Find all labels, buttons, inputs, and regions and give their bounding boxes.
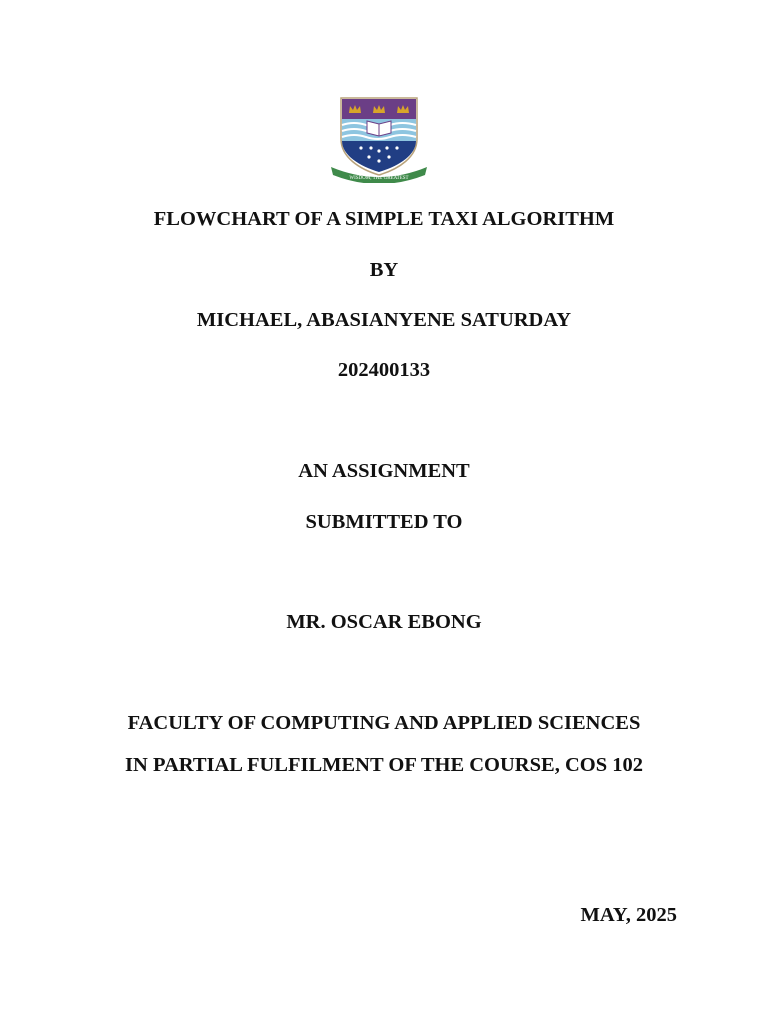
assignment-label: AN ASSIGNMENT — [298, 460, 470, 482]
crest-motto: WISDOM, THE GREATEST — [349, 176, 409, 181]
university-crest-logo — [329, 95, 429, 183]
faculty-name: FACULTY OF COMPUTING AND APPLIED SCIENCES — [127, 712, 641, 734]
submitted-to-label: SUBMITTED TO — [305, 511, 463, 533]
fulfilment-statement: IN PARTIAL FULFILMENT OF THE COURSE, COS 102 — [125, 754, 643, 776]
student-id: 202400133 — [337, 359, 431, 381]
author-name: MICHAEL, ABASIANYENE SATURDAY — [196, 309, 572, 331]
submission-date: MAY, 2025 — [580, 904, 677, 926]
lecturer-name: MR. OSCAR EBONG — [286, 611, 482, 633]
by-label: BY — [369, 259, 399, 281]
document-title: FLOWCHART OF A SIMPLE TAXI ALGORITHM — [153, 208, 615, 230]
